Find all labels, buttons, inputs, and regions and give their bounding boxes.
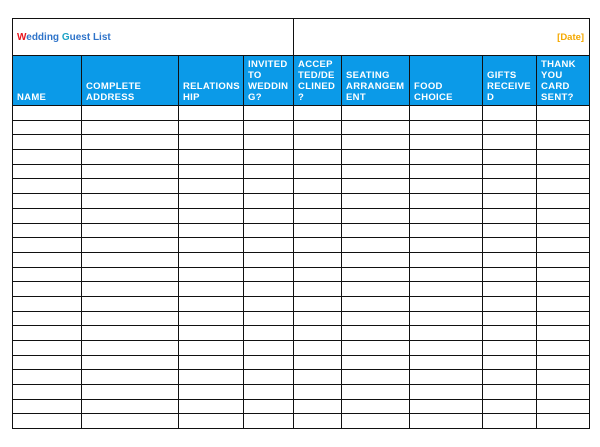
column-header-line: GIFTS [487,70,517,81]
cell-seating-arrangement[interactable] [342,282,410,297]
cell-gifts-received[interactable] [483,238,537,253]
cell-name[interactable] [13,208,82,223]
cell-name[interactable] [13,106,82,121]
cell-relationship[interactable] [179,385,244,400]
table-row [13,399,590,414]
cell-complete-address[interactable] [82,370,179,385]
cell-seating-arrangement[interactable] [342,238,410,253]
cell-thank-you-card-sent[interactable] [537,414,590,429]
cell-relationship[interactable] [179,267,244,282]
cell-food-choice[interactable] [410,150,483,165]
cell-name[interactable] [13,326,82,341]
cell-accepted-declined[interactable] [294,194,342,209]
cell-gifts-received[interactable] [483,296,537,311]
cell-seating-arrangement[interactable] [342,326,410,341]
cell-invited[interactable] [244,135,294,150]
cell-name[interactable] [13,355,82,370]
cell-food-choice[interactable] [410,311,483,326]
cell-gifts-received[interactable] [483,282,537,297]
cell-name[interactable] [13,296,82,311]
cell-name[interactable] [13,252,82,267]
cell-seating-arrangement[interactable] [342,311,410,326]
cell-complete-address[interactable] [82,414,179,429]
cell-accepted-declined[interactable] [294,252,342,267]
cell-accepted-declined[interactable] [294,120,342,135]
cell-invited[interactable] [244,399,294,414]
cell-thank-you-card-sent[interactable] [537,282,590,297]
table-row [13,120,590,135]
cell-seating-arrangement[interactable] [342,164,410,179]
cell-gifts-received[interactable] [483,164,537,179]
cell-thank-you-card-sent[interactable] [537,150,590,165]
cell-invited[interactable] [244,355,294,370]
table-row [13,267,590,282]
cell-thank-you-card-sent[interactable] [537,267,590,282]
cell-thank-you-card-sent[interactable] [537,370,590,385]
cell-food-choice[interactable] [410,238,483,253]
cell-complete-address[interactable] [82,164,179,179]
cell-thank-you-card-sent[interactable] [537,194,590,209]
column-header-invited [244,56,294,106]
cell-food-choice[interactable] [410,267,483,282]
cell-gifts-received[interactable] [483,208,537,223]
column-header-thank-you-card-sent [537,56,590,106]
table-row [13,208,590,223]
cell-thank-you-card-sent[interactable] [537,208,590,223]
cell-thank-you-card-sent[interactable] [537,326,590,341]
table-row [13,238,590,253]
table-row [13,223,590,238]
cell-food-choice[interactable] [410,399,483,414]
cell-name[interactable] [13,223,82,238]
cell-complete-address[interactable] [82,194,179,209]
cell-thank-you-card-sent[interactable] [537,135,590,150]
cell-invited[interactable] [244,150,294,165]
column-header-line: INVITED [248,59,288,70]
cell-gifts-received[interactable] [483,385,537,400]
date-cell[interactable] [294,19,590,56]
table-row [13,370,590,385]
cell-relationship[interactable] [179,341,244,356]
cell-gifts-received[interactable] [483,120,537,135]
cell-name[interactable] [13,341,82,356]
cell-gifts-received[interactable] [483,150,537,165]
cell-gifts-received[interactable] [483,252,537,267]
cell-invited[interactable] [244,120,294,135]
cell-name[interactable] [13,179,82,194]
cell-food-choice[interactable] [410,106,483,121]
cell-gifts-received[interactable] [483,311,537,326]
cell-gifts-received[interactable] [483,106,537,121]
cell-name[interactable] [13,385,82,400]
cell-complete-address[interactable] [82,311,179,326]
cell-relationship[interactable] [179,164,244,179]
cell-thank-you-card-sent[interactable] [537,120,590,135]
column-header-line: NAME [17,92,47,103]
cell-seating-arrangement[interactable] [342,399,410,414]
cell-invited[interactable] [244,208,294,223]
column-header-line: CARD [541,81,570,92]
cell-seating-arrangement[interactable] [342,194,410,209]
table-row [13,150,590,165]
cell-accepted-declined[interactable] [294,311,342,326]
cell-food-choice[interactable] [410,179,483,194]
cell-thank-you-card-sent[interactable] [537,106,590,121]
cell-complete-address[interactable] [82,120,179,135]
cell-seating-arrangement[interactable] [342,370,410,385]
cell-relationship[interactable] [179,282,244,297]
column-header-line: SEATING [346,70,390,81]
column-header-line: TED/DE [298,70,335,81]
column-header-line: CHOICE [414,92,453,103]
cell-invited[interactable] [244,385,294,400]
cell-accepted-declined[interactable] [294,414,342,429]
cell-relationship[interactable] [179,179,244,194]
guest-list-sheet [12,18,589,429]
table-row [13,341,590,356]
cell-invited[interactable] [244,370,294,385]
column-header-line: ADDRESS [86,92,135,103]
table-row [13,355,590,370]
cell-complete-address[interactable] [82,238,179,253]
cell-complete-address[interactable] [82,282,179,297]
column-header-line: RECEIVE [487,81,531,92]
cell-gifts-received[interactable] [483,135,537,150]
column-header-line: THANK [541,59,576,70]
cell-gifts-received[interactable] [483,267,537,282]
cell-name[interactable] [13,311,82,326]
sheet-title-part: uest [69,31,93,43]
cell-invited[interactable] [244,164,294,179]
cell-food-choice[interactable] [410,355,483,370]
cell-complete-address[interactable] [82,399,179,414]
cell-name[interactable] [13,238,82,253]
cell-food-choice[interactable] [410,341,483,356]
cell-thank-you-card-sent[interactable] [537,252,590,267]
cell-invited[interactable] [244,194,294,209]
cell-seating-arrangement[interactable] [342,267,410,282]
table-row [13,311,590,326]
cell-food-choice[interactable] [410,164,483,179]
cell-accepted-declined[interactable] [294,326,342,341]
cell-complete-address[interactable] [82,341,179,356]
column-header-line: RELATIONS [183,81,240,92]
cell-accepted-declined[interactable] [294,238,342,253]
cell-gifts-received[interactable] [483,355,537,370]
cell-gifts-received[interactable] [483,399,537,414]
cell-invited[interactable] [244,282,294,297]
column-header-line: CLINED [298,81,336,92]
cell-accepted-declined[interactable] [294,282,342,297]
cell-relationship[interactable] [179,370,244,385]
cell-gifts-received[interactable] [483,414,537,429]
cell-seating-arrangement[interactable] [342,355,410,370]
cell-accepted-declined[interactable] [294,341,342,356]
cell-invited[interactable] [244,106,294,121]
cell-name[interactable] [13,399,82,414]
cell-complete-address[interactable] [82,252,179,267]
cell-seating-arrangement[interactable] [342,208,410,223]
column-header-line: D [487,92,495,103]
cell-relationship[interactable] [179,208,244,223]
cell-relationship[interactable] [179,252,244,267]
cell-gifts-received[interactable] [483,370,537,385]
cell-gifts-received[interactable] [483,179,537,194]
date-placeholder: [Date] [557,31,585,43]
table-row [13,282,590,297]
column-header-line: ? [298,92,305,103]
cell-invited[interactable] [244,341,294,356]
cell-complete-address[interactable] [82,208,179,223]
cell-complete-address[interactable] [82,150,179,165]
cell-accepted-declined[interactable] [294,208,342,223]
cell-invited[interactable] [244,267,294,282]
cell-accepted-declined[interactable] [294,223,342,238]
cell-name[interactable] [13,135,82,150]
cell-accepted-declined[interactable] [294,399,342,414]
cell-relationship[interactable] [179,296,244,311]
cell-relationship[interactable] [179,106,244,121]
cell-thank-you-card-sent[interactable] [537,341,590,356]
column-header-accepted-declined [294,56,342,106]
cell-food-choice[interactable] [410,252,483,267]
cell-accepted-declined[interactable] [294,355,342,370]
column-header-line: G? [248,92,262,103]
cell-gifts-received[interactable] [483,341,537,356]
table-row [13,414,590,429]
cell-name[interactable] [13,414,82,429]
column-header-line: YOU [541,70,563,81]
column-header-line: COMPLETE [86,81,142,92]
column-header-food-choice [410,56,483,106]
cell-seating-arrangement[interactable] [342,414,410,429]
cell-thank-you-card-sent[interactable] [537,164,590,179]
cell-food-choice[interactable] [410,414,483,429]
cell-accepted-declined[interactable] [294,296,342,311]
cell-thank-you-card-sent[interactable] [537,385,590,400]
cell-relationship[interactable] [179,238,244,253]
guest-rows [13,106,590,429]
cell-thank-you-card-sent[interactable] [537,223,590,238]
table-row [13,179,590,194]
cell-thank-you-card-sent[interactable] [537,238,590,253]
cell-seating-arrangement[interactable] [342,120,410,135]
cell-thank-you-card-sent[interactable] [537,311,590,326]
cell-relationship[interactable] [179,326,244,341]
column-header-gifts-received [483,56,537,106]
table-row [13,326,590,341]
cell-food-choice[interactable] [410,120,483,135]
cell-relationship[interactable] [179,150,244,165]
cell-food-choice[interactable] [410,208,483,223]
cell-seating-arrangement[interactable] [342,150,410,165]
cell-complete-address[interactable] [82,267,179,282]
table-row [13,135,590,150]
column-header-complete-address [82,56,179,106]
cell-relationship[interactable] [179,414,244,429]
cell-seating-arrangement[interactable] [342,106,410,121]
cell-food-choice[interactable] [410,223,483,238]
column-header-line: TO [248,70,262,81]
cell-seating-arrangement[interactable] [342,179,410,194]
cell-thank-you-card-sent[interactable] [537,179,590,194]
cell-invited[interactable] [244,311,294,326]
table-row [13,252,590,267]
cell-complete-address[interactable] [82,179,179,194]
table-row [13,296,590,311]
cell-food-choice[interactable] [410,135,483,150]
cell-name[interactable] [13,282,82,297]
column-header-line: ENT [346,92,366,103]
cell-invited[interactable] [244,252,294,267]
column-header-line: ACCEP [298,59,333,70]
cell-invited[interactable] [244,414,294,429]
cell-seating-arrangement[interactable] [342,135,410,150]
column-header-line: HIP [183,92,200,103]
cell-relationship[interactable] [179,194,244,209]
cell-accepted-declined[interactable] [294,150,342,165]
sheet-title [13,19,294,56]
cell-thank-you-card-sent[interactable] [537,296,590,311]
sheet-title-part: G [61,31,70,43]
cell-accepted-declined[interactable] [294,385,342,400]
cell-accepted-declined[interactable] [294,135,342,150]
cell-invited[interactable] [244,326,294,341]
cell-invited[interactable] [244,179,294,194]
column-header-relationship [179,56,244,106]
sheet-title-part: edding [26,31,62,43]
table-row [13,164,590,179]
cell-food-choice[interactable] [410,194,483,209]
column-header-seating-arrangement [342,56,410,106]
cell-seating-arrangement[interactable] [342,252,410,267]
cell-complete-address[interactable] [82,223,179,238]
cell-thank-you-card-sent[interactable] [537,399,590,414]
cell-seating-arrangement[interactable] [342,223,410,238]
cell-complete-address[interactable] [82,326,179,341]
cell-gifts-received[interactable] [483,326,537,341]
cell-name[interactable] [13,370,82,385]
cell-seating-arrangement[interactable] [342,341,410,356]
cell-food-choice[interactable] [410,282,483,297]
cell-name[interactable] [13,164,82,179]
table-row [13,106,590,121]
cell-accepted-declined[interactable] [294,106,342,121]
cell-complete-address[interactable] [82,296,179,311]
cell-name[interactable] [13,267,82,282]
cell-seating-arrangement[interactable] [342,385,410,400]
cell-accepted-declined[interactable] [294,164,342,179]
table-row [13,385,590,400]
cell-relationship[interactable] [179,355,244,370]
cell-relationship[interactable] [179,223,244,238]
table-row [13,194,590,209]
cell-gifts-received[interactable] [483,194,537,209]
cell-relationship[interactable] [179,311,244,326]
cell-food-choice[interactable] [410,385,483,400]
cell-complete-address[interactable] [82,106,179,121]
title-row [13,19,590,56]
column-header-name [13,56,82,106]
cell-seating-arrangement[interactable] [342,296,410,311]
cell-invited[interactable] [244,223,294,238]
cell-name[interactable] [13,194,82,209]
cell-thank-you-card-sent[interactable] [537,355,590,370]
cell-accepted-declined[interactable] [294,179,342,194]
column-header-row [13,56,590,106]
cell-complete-address[interactable] [82,385,179,400]
column-header-line: WEDDIN [248,81,289,92]
cell-complete-address[interactable] [82,135,179,150]
column-header-line: ARRANGEM [346,81,405,92]
cell-relationship[interactable] [179,135,244,150]
sheet-title-part: W [17,31,27,43]
cell-food-choice[interactable] [410,296,483,311]
column-header-line: SENT? [541,92,574,103]
cell-accepted-declined[interactable] [294,267,342,282]
cell-complete-address[interactable] [82,355,179,370]
cell-relationship[interactable] [179,120,244,135]
sheet-title-part: List [92,31,111,43]
cell-gifts-received[interactable] [483,223,537,238]
cell-food-choice[interactable] [410,326,483,341]
cell-invited[interactable] [244,238,294,253]
cell-accepted-declined[interactable] [294,370,342,385]
cell-invited[interactable] [244,296,294,311]
guest-list-table [12,18,590,429]
cell-relationship[interactable] [179,399,244,414]
cell-food-choice[interactable] [410,370,483,385]
cell-name[interactable] [13,120,82,135]
cell-name[interactable] [13,150,82,165]
column-header-line: FOOD [414,81,443,92]
